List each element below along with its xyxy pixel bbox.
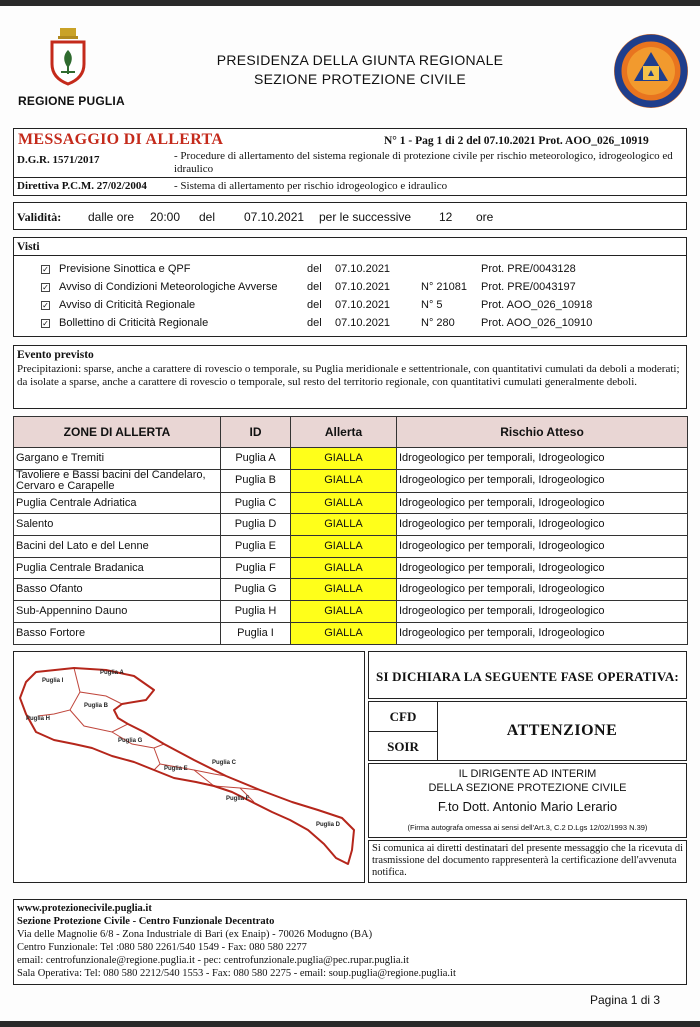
checkbox-checked-icon: ✓ — [42, 319, 49, 328]
table-row: Puglia Centrale Adriatica Puglia C GIALLA Idrogeologico per temporali, Idrogeologico — [14, 492, 688, 514]
column-header-alert: Allerta — [291, 417, 397, 448]
map-label-puglia-a: Puglia A — [100, 670, 124, 676]
footer-center: Sezione Protezione Civile - Centro Funzionale Decentrato — [17, 916, 275, 927]
alert-reference: N° 1 - Pag 1 di 2 del 07.10.2021 Prot. AOO_026_10919 — [384, 135, 649, 147]
map-label-puglia-g: Puglia G — [118, 738, 143, 744]
validity-hours-label: ore — [476, 210, 494, 224]
document-page — [0, 6, 700, 1021]
map-label-puglia-h: Puglia H — [26, 716, 51, 722]
validity-of-label: del — [199, 210, 216, 224]
table-row: Basso Ofanto Puglia G GIALLA Idrogeologico per temporali, Idrogeologico — [14, 579, 688, 601]
column-header-risk: Rischio Atteso — [397, 417, 688, 448]
checkbox-checked-icon: ✓ — [42, 283, 49, 292]
checkbox-checked-icon: ✓ — [42, 265, 49, 274]
signature-section: DELLA SEZIONE PROTEZIONE CIVILE — [428, 782, 627, 794]
table-row: Salento Puglia D GIALLA Idrogeologico per temporali, Idrogeologico — [14, 514, 688, 536]
validity-date: 07.10.2021 — [244, 210, 305, 224]
validity-for-label: per le successive — [319, 210, 412, 224]
visti-item: ✓ Avviso di Criticità Regionale del 07.10.2021 N° 5 Prot. AOO_026_10918 — [42, 299, 593, 311]
evento-title: Evento previsto — [17, 349, 94, 361]
table-row: Bacini del Lato e del Lenne Puglia E GIALLA Idrogeologico per temporali, Idrogeologico — [14, 536, 688, 558]
document-header — [0, 6, 700, 124]
map-label-puglia-i: Puglia I — [42, 678, 64, 684]
puglia-map — [13, 651, 365, 883]
cfd-label: CFD — [389, 709, 417, 724]
validity-time: 20:00 — [150, 210, 181, 224]
column-header-id: ID — [221, 417, 291, 448]
map-label-puglia-e: Puglia E — [164, 766, 188, 772]
footer-address: Via delle Magnolie 6/8 - Zona Industriale di Bari (ex Enaip) - 70026 Modugno (BA) — [17, 929, 373, 940]
table-header-row — [14, 417, 688, 448]
checkbox-checked-icon: ✓ — [42, 301, 49, 310]
visti-title: Visti — [17, 241, 40, 253]
validity-label: Validità: — [17, 210, 62, 224]
visti-item: ✓ Previsione Sinottica e QPF del 07.10.2021 Prot. PRE/0043128 — [42, 263, 576, 275]
table-row: Basso Fortore Puglia I GIALLA Idrogeologico per temporali, Idrogeologico — [14, 622, 688, 644]
alert-message-box — [13, 128, 687, 196]
table-row: Gargano e Tremiti Puglia A GIALLA Idrogeologico per temporali, Idrogeologico — [14, 448, 688, 470]
map-label-puglia-c: Puglia C — [212, 760, 237, 766]
dgr-description: - Procedure di allertamento del sistema regionale di protezione civile per rischio meteorologico, idrogeologico ed idraulico — [174, 150, 673, 175]
puglia-map-drawing — [14, 652, 364, 882]
validity-from-label: dalle ore — [88, 210, 135, 224]
table-row: Tavoliere e Bassi bacini del Candelaro, Cervaro e Carapelle Puglia B GIALLA Idrogeologico per temporali, Idrogeologico — [14, 469, 688, 492]
column-header-zone: ZONE DI ALLERTA — [14, 417, 221, 448]
visti-box — [13, 237, 687, 337]
operational-phase-value: ATTENZIONE — [437, 702, 686, 760]
footer-phone: Centro Funzionale: Tel :080 580 2261/540 1549 - Fax: 080 580 2277 — [17, 942, 307, 953]
footer-box — [13, 899, 687, 985]
map-label-puglia-b: Puglia B — [84, 703, 109, 709]
table-row: Sub-Appennino Dauno Puglia H GIALLA Idrogeologico per temporali, Idrogeologico — [14, 601, 688, 623]
map-label-puglia-d: Puglia D — [316, 822, 341, 828]
region-name: REGIONE PUGLIA — [18, 94, 125, 108]
protezione-civile-seal-icon — [612, 32, 690, 110]
directive-label: Direttiva P.C.M. 27/02/2004 — [17, 180, 147, 192]
signature-role: IL DIRIGENTE AD INTERIM — [458, 768, 597, 780]
footer-website-link[interactable]: www.protezionecivile.puglia.it — [17, 903, 152, 914]
evento-text: Precipitazioni: sparse, anche a carattere di rovescio o temporale, su Puglia meridionale e settentrionale, con quantitativi cumulati da deboli a moderati; da isolate a sparse, anche a carattere di rovescio o temporale, sul resto del territorio regionale, con quantitativi cumulati generalmente deboli. — [17, 363, 680, 388]
soir-label: SOIR — [387, 739, 419, 754]
evento-box — [13, 345, 687, 409]
table-row: Puglia Centrale Bradanica Puglia F GIALLA Idrogeologico per temporali, Idrogeologico — [14, 557, 688, 579]
divider — [14, 255, 686, 256]
footer-email: email: centrofunzionale@regione.puglia.it - pec: centrofunzionale.puglia@pec.rupar.puglia.it — [17, 955, 409, 966]
page-number: Pagina 1 di 3 — [590, 993, 661, 1007]
visti-item: ✓ Avviso di Condizioni Meteorologiche Avverse del 07.10.2021 N° 21081 Prot. PRE/0043197 — [42, 281, 576, 293]
validity-box — [13, 202, 687, 230]
alert-title: MESSAGGIO DI ALLERTA — [18, 131, 224, 148]
operational-declaration-box — [368, 651, 687, 699]
validity-hours: 12 — [439, 210, 453, 224]
zone-table — [13, 416, 688, 645]
footer-operations: Sala Operativa: Tel: 080 580 2212/540 1553 - Fax: 080 580 2275 - email: soup.puglia@regione.puglia.it — [17, 968, 456, 979]
signature-note: (Firma autografa omessa ai sensi dell'Art.3, C.2 D.Lgs 12/02/1993 N.39) — [407, 823, 648, 832]
operational-phase-box — [368, 701, 687, 761]
directive-description: - Sistema di allertamento per rischio idrogeologico e idraulico — [174, 180, 448, 192]
notification-box — [368, 840, 687, 883]
signature-name: F.to Dott. Antonio Mario Lerario — [437, 799, 618, 814]
dgr-label: D.G.R. 1571/2017 — [17, 154, 100, 166]
visti-item: ✓ Bollettino di Criticità Regionale del 07.10.2021 N° 280 Prot. AOO_026_10910 — [42, 317, 593, 329]
operational-declaration: SI DICHIARA LA SEGUENTE FASE OPERATIVA: — [376, 669, 679, 684]
notification-text: Si comunica ai diretti destinatari del presente messaggio che la ricevuta di trasmissione del documento rappresenterà la certificazione dell'avvenuta notifica. — [372, 843, 684, 878]
map-label-puglia-f: Puglia F — [226, 796, 250, 802]
presidency-title: PRESIDENZA DELLA GIUNTA REGIONALE — [216, 52, 504, 68]
section-title: SEZIONE PROTEZIONE CIVILE — [253, 71, 467, 87]
signature-box — [368, 763, 687, 838]
divider — [14, 177, 686, 178]
